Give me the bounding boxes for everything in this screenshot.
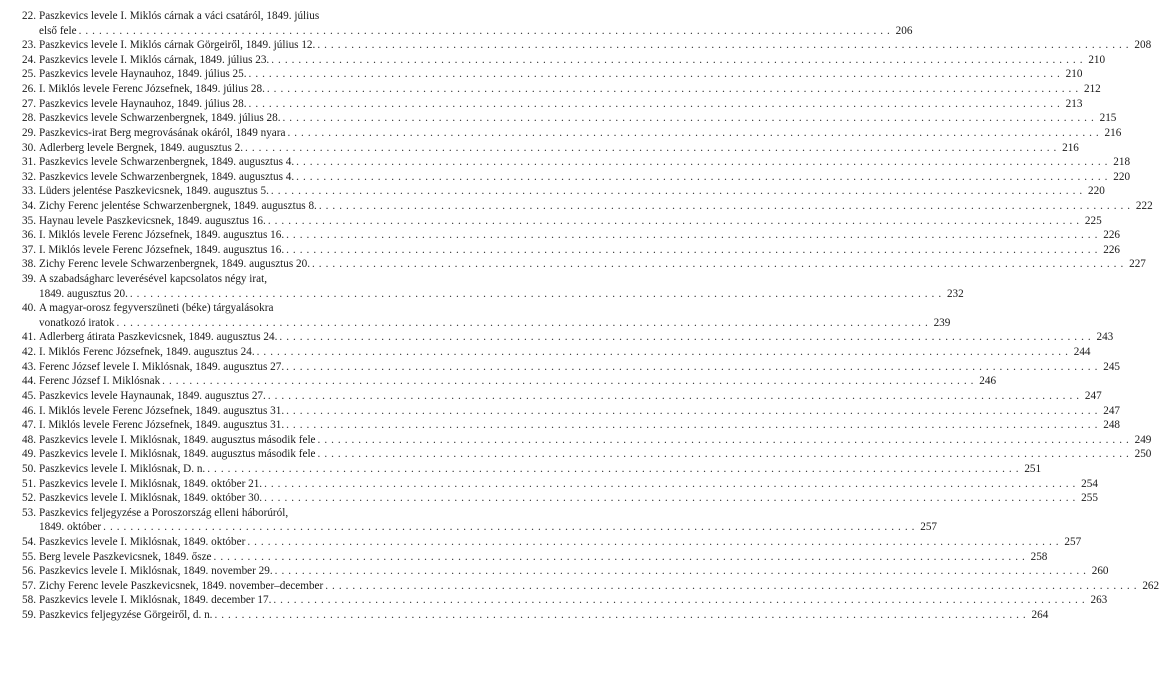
- page-number: 210: [1065, 68, 1083, 81]
- entry-number: 22.: [22, 10, 36, 22]
- entry-number: 47.: [22, 419, 36, 432]
- entry-line: [39, 97, 1083, 112]
- entry-line: [39, 535, 1082, 550]
- dot-leader: . . . . . . . . . . . . . . . . . . . . . . . . . . . . . . . . . . . . . . . . . . . . . . . . . . . . . . . . . . . . . . . . . . . . . . . . . . . . . . . . . . . . . . . . . . . . . . . . . . . . . . . . . . . . . . . . . . . . . . . .: [213, 550, 1026, 563]
- dot-leader: . . . . . . . . . . . . . . . . . . . . . . . . . . . . . . . . . . . . . . . . . . . . . . . . . . . . . . . . . . . . . . . . . . . . . . . . . . . . . . . . . . . . . . . . . . . . . . . . . . . . . . . . . . . . . . . . . . . . . . . .: [207, 462, 1020, 475]
- entry-line: [39, 447, 1152, 462]
- toc-entry: [0, 301, 951, 330]
- toc-entry: [0, 272, 964, 301]
- entry-number: 26.: [22, 83, 36, 96]
- dot-leader: . . . . . . . . . . . . . . . . . . . . . . . . . . . . . . . . . . . . . . . . . . . . . . . . . . . . . . . . . . . . . . . . . . . . . . . . . . . . . . . . . . . . . . . . . . . . . . . . . . . . . . . . . . . . . . . . . . . . . . . .: [317, 448, 1130, 461]
- entry-number: 57.: [22, 579, 36, 592]
- toc-entry: [0, 462, 1042, 477]
- dot-leader: . . . . . . . . . . . . . . . . . . . . . . . . . . . . . . . . . . . . . . . . . . . . . . . . . . . . . . . . . . . . . . . . . . . . . . . . . . . . . . . . . . . . . . . . . . . . . . . . . . . . . . . . . . . . . . . . . . . . . . . .: [274, 565, 1087, 578]
- entry-number: 51.: [22, 477, 36, 490]
- entry-title: Lüders jelentése Paszkevicsnek, 1849. augusztus 5.: [39, 185, 269, 198]
- page-number: 246: [979, 375, 997, 388]
- page-number: 249: [1134, 433, 1152, 446]
- dot-leader: . . . . . . . . . . . . . . . . . . . . . . . . . . . . . . . . . . . . . . . . . . . . . . . . . . . . . . . . . . . . . . . . . . . . . . . . . . . . . . . . . . . . . . . . . . . . . . . . . . . . . . . . . . . . . . . . . . . . . . . .: [318, 199, 1131, 212]
- page-number: 208: [1134, 39, 1152, 52]
- entry-title: I. Miklós levele Ferenc Józsefnek, 1849. augusztus 16.: [39, 229, 285, 242]
- dot-leader: . . . . . . . . . . . . . . . . . . . . . . . . . . . . . . . . . . . . . . . . . . . . . . . . . . . . . . . . . . . . . . . . . . . . . . . . . . . . . . . . . . . . . . . . . . . . . . . . . . . . . . . . . . . . . . . . . . . . . . . .: [282, 112, 1095, 125]
- entry-line: [39, 82, 1101, 97]
- entry-line: [39, 389, 1102, 404]
- entry-line: [39, 360, 1120, 375]
- dot-leader: . . . . . . . . . . . . . . . . . . . . . . . . . . . . . . . . . . . . . . . . . . . . . . . . . . . . . . . . . . . . . . . . . . . . . . . . . . . . . . . . . . . . . . . . . . . . . . . . . . . . . . . . . . . . . . . . . . . . . . . .: [286, 243, 1098, 256]
- entry-title: első fele: [39, 24, 77, 37]
- entry-title: I. Miklós levele Ferenc Józsefnek, 1849. augusztus 31.: [39, 419, 285, 432]
- entry-title: Paszkevics levele I. Miklósnak, 1849. október 21.: [39, 477, 263, 490]
- entry-line: [39, 272, 458, 287]
- entry-line: [39, 111, 1117, 126]
- toc-entry: [0, 579, 1159, 594]
- entry-number: 43.: [22, 360, 36, 373]
- entry-title: Zichy Ferenc jelentése Schwarzenbergnek, 1849. augusztus 8.: [39, 199, 317, 212]
- dot-leader: . . . . . . . . . . . . . . . . . . . . . . . . . . . . . . . . . . . . . . . . . . . . . . . . . . . . . . . . . . . . . . . . . . . . . . . . . . . . . . . . . . . . . . . . . . . . . . . . . . . . . . . . . . . . . . . . . . . . . . . .: [129, 287, 942, 300]
- entry-number: 46.: [22, 404, 36, 417]
- dot-leader: . . . . . . . . . . . . . . . . . . . . . . . . . . . . . . . . . . . . . . . . . . . . . . . . . . . . . . . . . . . . . . . . . . . . . . . . . . . . . . . . . . . . . . . . . . . . . . . . . . . . . . . . . . . . . . . . . . . . . . . .: [116, 316, 929, 329]
- page-number: 248: [1103, 419, 1120, 432]
- dot-leader: . . . . . . . . . . . . . . . . . . . . . . . . . . . . . . . . . . . . . . . . . . . . . . . . . . . . . . . . . . . . . . . . . . . . . . . . . . . . . . . . . . . . . . . . . . . . . . . . . . . . . . . . . . . . . . . . . . . . . . . .: [270, 185, 1083, 198]
- entry-number: 39.: [22, 272, 36, 285]
- toc-entry: [0, 53, 1106, 68]
- entry-line: [39, 141, 1079, 156]
- entry-title: Zichy Ferenc levele Paszkevicsnek, 1849. november–december: [39, 579, 324, 592]
- entry-number: 54.: [22, 536, 36, 548]
- entry-number: 32.: [22, 170, 36, 183]
- entry-line: [39, 316, 951, 331]
- page-number: 244: [1073, 346, 1091, 359]
- entry-line: [39, 228, 1120, 243]
- entry-number: 30.: [22, 141, 36, 154]
- entry-line: [39, 53, 1106, 68]
- entry-title: Paszkevics levele I. Miklós cárnak, 1849. július 23.: [39, 53, 270, 66]
- page-number: 239: [933, 316, 951, 329]
- entry-line: [39, 418, 1120, 433]
- entry-line: [39, 38, 1152, 53]
- entry-line: [39, 462, 1042, 477]
- toc-entry: [0, 404, 1120, 419]
- entry-title: Paszkevics feljegyzése a Poroszország elleni háborúról,: [39, 506, 289, 519]
- dot-leader: . . . . . . . . . . . . . . . . . . . . . . . . . . . . . . . . . . . . . . . . . . . . . . . . . . . . . . . . . . . . . . . . . . . . . . . . . . . . . . . . . . . . . . . . . . . . . . . . . . . . . . . . . . . . . . . . . . . . . . . .: [267, 214, 1080, 227]
- entry-title: Paszkevics levele Haynaunak, 1849. augusztus 27.: [39, 389, 266, 402]
- entry-line: [39, 433, 1152, 448]
- page-number: 222: [1135, 199, 1153, 212]
- toc-entry: [0, 199, 1153, 214]
- entry-title: Adlerberg levele Bergnek, 1849. augusztus 2.: [39, 141, 244, 154]
- entry-title: Paszkevics levele I. Miklósnak, 1849. december 17.: [39, 594, 272, 607]
- page-number: 258: [1030, 550, 1048, 563]
- entry-title: I. Miklós Ferenc Józsefnek, 1849. augusztus 24.: [39, 346, 255, 359]
- entry-title: Ferenc József I. Miklósnak: [39, 375, 161, 388]
- entry-line: [39, 593, 1108, 608]
- entry-number: 23.: [22, 39, 36, 52]
- entry-number: 40.: [22, 302, 36, 315]
- page-number: 210: [1088, 53, 1106, 66]
- entry-line: [39, 579, 1159, 594]
- entry-number: 48.: [22, 433, 36, 446]
- dot-leader: . . . . . . . . . . . . . . . . . . . . . . . . . . . . . . . . . . . . . . . . . . . . . . . . . . . . . . . . . . . . . . . . . . . . . . . . . . . . . . . . . . . . . . . . . . . . . . . . . . . . . . . . . . . . . . . . . . . . . . . .: [312, 258, 1124, 271]
- dot-leader: . . . . . . . . . . . . . . . . . . . . . . . . . . . . . . . . . . . . . . . . . . . . . . . . . . . . . . . . . . . . . . . . . . . . . . . . . . . . . . . . . . . . . . . . . . . . . . . . . . . . . . . . . . . . . . . . . . . . . . . .: [286, 229, 1098, 242]
- page-number: 226: [1103, 243, 1120, 256]
- toc-entry: [0, 389, 1102, 404]
- entry-line: [39, 491, 1098, 506]
- entry-title: Haynau levele Paszkevicsnek, 1849. augusztus 16.: [39, 214, 266, 227]
- toc-entry: [0, 97, 1083, 112]
- dot-leader: . . . . . . . . . . . . . . . . . . . . . . . . . . . . . . . . . . . . . . . . . . . . . . . . . . . . . . . . . . . . . . . . . . . . . . . . . . . . . . . . . . . . . . . . . . . . . . . . . . . . . . . . . . . . . . . . . . . . . . . .: [286, 360, 1098, 373]
- page-number: 220: [1088, 185, 1105, 198]
- toc-entry: [0, 477, 1098, 492]
- toc-entry: [0, 608, 1049, 623]
- page-number: 260: [1091, 565, 1109, 578]
- entry-number: 56.: [22, 565, 36, 578]
- page-number: 245: [1103, 360, 1120, 373]
- entry-title: 1849. augusztus 20.: [39, 287, 128, 300]
- entry-title: vonatkozó iratok: [39, 316, 115, 329]
- dot-leader: . . . . . . . . . . . . . . . . . . . . . . . . . . . . . . . . . . . . . . . . . . . . . . . . . . . . . . . . . . . . . . . . . . . . . . . . . . . . . . . . . . . . . . . . . . . . . . . . . . . . . . . . . . . . . . . . . . . . . . . .: [256, 346, 1069, 359]
- entry-title: Paszkevics levele Schwarzenbergnek, 1849. augusztus 4.: [39, 156, 295, 169]
- toc-entry: [0, 214, 1102, 229]
- page-number: 215: [1099, 112, 1117, 125]
- entry-number: 41.: [22, 331, 36, 344]
- entry-line: [39, 404, 1120, 419]
- entry-title: A magyar-orosz fegyverszüneti (béke) tárgyalásokra: [39, 302, 274, 315]
- entry-line: [39, 564, 1109, 579]
- entry-title: A szabadságharc leverésével kapcsolatos négy irat,: [39, 272, 268, 285]
- page-number: 206: [895, 24, 913, 37]
- entry-title: Paszkevics levele Haynauhoz, 1849. július 28.: [39, 97, 247, 110]
- page-number: 220: [1113, 170, 1131, 183]
- entry-number: 29.: [22, 126, 36, 139]
- dot-leader: . . . . . . . . . . . . . . . . . . . . . . . . . . . . . . . . . . . . . . . . . . . . . . . . . . . . . . . . . . . . . . . . . . . . . . . . . . . . . . . . . . . . . . . . . . . . . . . . . . . . . . . . . . . . . . . . . . . . . . . .: [287, 126, 1100, 139]
- dot-leader: . . . . . . . . . . . . . . . . . . . . . . . . . . . . . . . . . . . . . . . . . . . . . . . . . . . . . . . . . . . . . . . . . . . . . . . . . . . . . . . . . . . . . . . . . . . . . . . . . . . . . . . . . . . . . . . . . . . . . . . .: [317, 433, 1130, 446]
- dot-leader: . . . . . . . . . . . . . . . . . . . . . . . . . . . . . . . . . . . . . . . . . . . . . . . . . . . . . . . . . . . . . . . . . . . . . . . . . . . . . . . . . . . . . . . . . . . . . . . . . . . . . . . . . . . . . . . . . . . . . . . .: [248, 68, 1061, 81]
- page-number: 218: [1113, 156, 1131, 169]
- dot-leader: . . . . . . . . . . . . . . . . . . . . . . . . . . . . . . . . . . . . . . . . . . . . . . . . . . . . . . . . . . . . . . . . . . . . . . . . . . . . . . . . . . . . . . . . . . . . . . . . . . . . . . . . . . . . . . . . . . . . . . . .: [271, 53, 1084, 66]
- entry-number: 31.: [22, 156, 36, 169]
- page-number: 232: [946, 287, 964, 300]
- entry-number: 38.: [22, 258, 36, 271]
- toc-entry: [0, 111, 1117, 126]
- entry-line: [39, 550, 1048, 565]
- page-number: 255: [1081, 492, 1098, 505]
- entry-line: [39, 257, 1146, 272]
- dot-leader: . . . . . . . . . . . . . . . . . . . . . . . . . . . . . . . . . . . . . . . . . . . . . . . . . . . . . . . . . . . . . . . . . . . . . . . . . . . . . . . . . . . . . . . . . . . . . . . . . . . . . . . . . . . . . . . . . . . . . . . .: [273, 594, 1086, 607]
- page-number: 262: [1142, 579, 1159, 592]
- page-number: 264: [1031, 609, 1049, 622]
- table-of-contents: [0, 9, 1159, 623]
- dot-leader: . . . . . . . . . . . . . . . . . . . . . . . . . . . . . . . . . . . . . . . . . . . . . . . . . . . . . . . . . . . . . . . . . . . . . . . . . . . . . . . . . . . . . . . . . . . . . . . . . . . . . . . . . . . . . . . . . . . . . . . .: [279, 331, 1092, 344]
- toc-entry: [0, 433, 1152, 448]
- toc-entry: [0, 330, 1114, 345]
- entry-line: [39, 374, 997, 389]
- toc-entry: [0, 257, 1146, 272]
- toc-entry: [0, 141, 1079, 156]
- entry-number: 58.: [22, 594, 36, 607]
- entry-title: Adlerberg átirata Paszkevicsnek, 1849. augusztus 24.: [39, 331, 278, 344]
- toc-entry: [0, 447, 1152, 462]
- entry-title: I. Miklós levele Ferenc Józsefnek, 1849. augusztus 31.: [39, 404, 285, 417]
- toc-entry: [0, 228, 1120, 243]
- entry-line: [39, 9, 458, 24]
- dot-leader: . . . . . . . . . . . . . . . . . . . . . . . . . . . . . . . . . . . . . . . . . . . . . . . . . . . . . . . . . . . . . . . . . . . . . . . . . . . . . . . . . . . . . . . . . . . . . . . . . . . . . . . . . . . . . . . . . . . . . . . .: [264, 477, 1076, 490]
- page-number: 257: [1064, 536, 1082, 548]
- page-number: 226: [1103, 229, 1120, 242]
- dot-leader: . . . . . . . . . . . . . . . . . . . . . . . . . . . . . . . . . . . . . . . . . . . . . . . . . . . . . . . . . . . . . . . . . . . . . . . . . . . . . . . . . . . . . . . . . . . . . . . . . . . . . . . . . . . . . . . . . . . . . . . .: [247, 536, 1060, 548]
- entry-number: 25.: [22, 68, 36, 81]
- page-number: 225: [1084, 214, 1102, 227]
- entry-title: Berg levele Paszkevicsnek, 1849. ősze: [39, 550, 212, 563]
- page-number: 243: [1096, 331, 1114, 344]
- dot-leader: . . . . . . . . . . . . . . . . . . . . . . . . . . . . . . . . . . . . . . . . . . . . . . . . . . . . . . . . . . . . . . . . . . . . . . . . . . . . . . . . . . . . . . . . . . . . . . . . . . . . . . . . . . . . . . . . . . . . . . . .: [286, 404, 1098, 417]
- entry-title: Paszkevics levele I. Miklós cárnak a váci csatáról, 1849. július: [39, 10, 320, 22]
- entry-number: 50.: [22, 462, 36, 475]
- entry-number: 35.: [22, 214, 36, 227]
- page-number: 257: [920, 521, 938, 534]
- entry-title: Paszkevics levele I. Miklósnak, 1849. október 30.: [39, 492, 263, 505]
- toc-entry: [0, 506, 938, 535]
- entry-number: 44.: [22, 375, 36, 388]
- entry-number: 42.: [22, 346, 36, 359]
- toc-entry: [0, 418, 1120, 433]
- entry-title: 1849. október: [39, 521, 102, 534]
- dot-leader: . . . . . . . . . . . . . . . . . . . . . . . . . . . . . . . . . . . . . . . . . . . . . . . . . . . . . . . . . . . . . . . . . . . . . . . . . . . . . . . . . . . . . . . . . . . . . . . . . . . . . . . . . . . . . . . . . . . . . . . .: [245, 141, 1057, 154]
- entry-title: Paszkevics levele I. Miklósnak, D. n.: [39, 462, 206, 475]
- dot-leader: . . . . . . . . . . . . . . . . . . . . . . . . . . . . . . . . . . . . . . . . . . . . . . . . . . . . . . . . . . . . . . . . . . . . . . . . . . . . . . . . . . . . . . . . . . . . . . . . . . . . . . . . . . . . . . . . . . . . . . . .: [248, 97, 1061, 110]
- page-number: 251: [1024, 462, 1042, 475]
- entry-line: [39, 345, 1091, 360]
- page-number: 263: [1090, 594, 1108, 607]
- toc-entry: [0, 67, 1083, 82]
- entry-title: I. Miklós levele Ferenc Józsefnek, 1849. július 28.: [39, 83, 265, 96]
- entry-number: 49.: [22, 448, 36, 461]
- dot-leader: . . . . . . . . . . . . . . . . . . . . . . . . . . . . . . . . . . . . . . . . . . . . . . . . . . . . . . . . . . . . . . . . . . . . . . . . . . . . . . . . . . . . . . . . . . . . . . . . . . . . . . . . . . . . . . . . . . . . . . . .: [286, 419, 1098, 432]
- entry-line: [39, 155, 1131, 170]
- entry-number: 45.: [22, 389, 36, 402]
- toc-entry: [0, 550, 1048, 565]
- entry-line: [39, 24, 913, 39]
- entry-number: 33.: [22, 185, 36, 198]
- toc-entry: [0, 243, 1120, 258]
- entry-number: 53.: [22, 506, 36, 519]
- entry-line: [39, 214, 1102, 229]
- dot-leader: . . . . . . . . . . . . . . . . . . . . . . . . . . . . . . . . . . . . . . . . . . . . . . . . . . . . . . . . . . . . . . . . . . . . . . . . . . . . . . . . . . . . . . . . . . . . . . . . . . . . . . . . . . . . . . . . . . . . . . . .: [325, 579, 1138, 592]
- entry-number: 36.: [22, 229, 36, 242]
- entry-line: [39, 608, 1049, 623]
- toc-entry: [0, 126, 1122, 141]
- entry-line: [39, 301, 458, 316]
- entry-line: [39, 184, 1105, 199]
- entry-number: 28.: [22, 112, 36, 125]
- toc-entry: [0, 491, 1098, 506]
- dot-leader: . . . . . . . . . . . . . . . . . . . . . . . . . . . . . . . . . . . . . . . . . . . . . . . . . . . . . . . . . . . . . . . . . . . . . . . . . . . . . . . . . . . . . . . . . . . . . . . . . . . . . . . . . . . . . . . . . . . . . . . .: [162, 375, 975, 388]
- entry-title: Paszkevics levele Schwarzenbergnek, 1849. augusztus 4.: [39, 170, 295, 183]
- page-number: 213: [1065, 97, 1083, 110]
- entry-title: Paszkevics-irat Berg megrovásának okáról, 1849 nyara: [39, 126, 286, 139]
- entry-line: [39, 330, 1114, 345]
- entry-line: [39, 126, 1122, 141]
- entry-title: Paszkevics levele I. Miklósnak, 1849. november 29.: [39, 565, 273, 578]
- entry-title: Ferenc József levele I. Miklósnak, 1849. augusztus 27.: [39, 360, 285, 373]
- entry-line: [39, 170, 1131, 185]
- page-number: 247: [1103, 404, 1120, 417]
- entry-line: [39, 287, 964, 302]
- dot-leader: . . . . . . . . . . . . . . . . . . . . . . . . . . . . . . . . . . . . . . . . . . . . . . . . . . . . . . . . . . . . . . . . . . . . . . . . . . . . . . . . . . . . . . . . . . . . . . . . . . . . . . . . . . . . . . . . . . . . . . . .: [267, 389, 1080, 402]
- dot-leader: . . . . . . . . . . . . . . . . . . . . . . . . . . . . . . . . . . . . . . . . . . . . . . . . . . . . . . . . . . . . . . . . . . . . . . . . . . . . . . . . . . . . . . . . . . . . . . . . . . . . . . . . . . . . . . . . . . . . . . . .: [78, 24, 891, 37]
- dot-leader: . . . . . . . . . . . . . . . . . . . . . . . . . . . . . . . . . . . . . . . . . . . . . . . . . . . . . . . . . . . . . . . . . . . . . . . . . . . . . . . . . . . . . . . . . . . . . . . . . . . . . . . . . . . . . . . . . . . . . . . .: [214, 609, 1027, 622]
- entry-number: 34.: [22, 199, 36, 212]
- entry-title: Paszkevics levele I. Miklósnak, 1849. augusztus második fele: [39, 433, 316, 446]
- page-number: 254: [1081, 477, 1098, 490]
- toc-entry: [0, 184, 1105, 199]
- entry-number: 27.: [22, 97, 36, 110]
- toc-entry: [0, 360, 1120, 375]
- toc-entry: [0, 82, 1101, 97]
- toc-entry: [0, 374, 997, 389]
- entry-title: Paszkevics levele I. Miklós cárnak Görgeiről, 1849. július 12.: [39, 39, 316, 52]
- entry-title: Zichy Ferenc levele Schwarzenbergnek, 1849. augusztus 20.: [39, 258, 311, 271]
- page-number: 216: [1062, 141, 1079, 154]
- toc-entry: [0, 345, 1091, 360]
- entry-title: I. Miklós levele Ferenc Józsefnek, 1849. augusztus 16.: [39, 243, 285, 256]
- dot-leader: . . . . . . . . . . . . . . . . . . . . . . . . . . . . . . . . . . . . . . . . . . . . . . . . . . . . . . . . . . . . . . . . . . . . . . . . . . . . . . . . . . . . . . . . . . . . . . . . . . . . . . . . . . . . . . . . . . . . . . . .: [264, 492, 1076, 505]
- entry-number: 52.: [22, 492, 36, 505]
- entry-line: [39, 199, 1153, 214]
- entry-line: [39, 506, 458, 521]
- toc-entry: [0, 9, 913, 38]
- toc-entry: [0, 535, 1082, 550]
- toc-entry: [0, 38, 1152, 53]
- dot-leader: . . . . . . . . . . . . . . . . . . . . . . . . . . . . . . . . . . . . . . . . . . . . . . . . . . . . . . . . . . . . . . . . . . . . . . . . . . . . . . . . . . . . . . . . . . . . . . . . . . . . . . . . . . . . . . . . . . . . . . . .: [103, 521, 916, 534]
- entry-line: [39, 243, 1120, 258]
- entry-title: Paszkevics levele I. Miklósnak, 1849. augusztus második fele: [39, 448, 316, 461]
- page-number: 250: [1134, 448, 1152, 461]
- entry-title: Paszkevics levele Schwarzenbergnek, 1849. július 28.: [39, 112, 281, 125]
- page-number: 247: [1084, 389, 1102, 402]
- toc-entry: [0, 155, 1131, 170]
- entry-number: 37.: [22, 243, 36, 256]
- entry-title: Paszkevics levele I. Miklósnak, 1849. október: [39, 536, 246, 548]
- dot-leader: . . . . . . . . . . . . . . . . . . . . . . . . . . . . . . . . . . . . . . . . . . . . . . . . . . . . . . . . . . . . . . . . . . . . . . . . . . . . . . . . . . . . . . . . . . . . . . . . . . . . . . . . . . . . . . . . . . . . . . . .: [296, 170, 1109, 183]
- entry-title: Paszkevics levele Haynauhoz, 1849. július 25.: [39, 68, 247, 81]
- entry-title: Paszkevics feljegyzése Görgeiről, d. n.: [39, 609, 213, 622]
- toc-entry: [0, 564, 1109, 579]
- dot-leader: . . . . . . . . . . . . . . . . . . . . . . . . . . . . . . . . . . . . . . . . . . . . . . . . . . . . . . . . . . . . . . . . . . . . . . . . . . . . . . . . . . . . . . . . . . . . . . . . . . . . . . . . . . . . . . . . . . . . . . . .: [317, 39, 1130, 52]
- entry-number: 55.: [22, 550, 36, 563]
- page-number: 227: [1129, 258, 1146, 271]
- page-number: 216: [1104, 126, 1122, 139]
- page-number: 212: [1083, 83, 1101, 96]
- entry-number: 59.: [22, 609, 36, 622]
- dot-leader: . . . . . . . . . . . . . . . . . . . . . . . . . . . . . . . . . . . . . . . . . . . . . . . . . . . . . . . . . . . . . . . . . . . . . . . . . . . . . . . . . . . . . . . . . . . . . . . . . . . . . . . . . . . . . . . . . . . . . . . .: [266, 83, 1079, 96]
- dot-leader: . . . . . . . . . . . . . . . . . . . . . . . . . . . . . . . . . . . . . . . . . . . . . . . . . . . . . . . . . . . . . . . . . . . . . . . . . . . . . . . . . . . . . . . . . . . . . . . . . . . . . . . . . . . . . . . . . . . . . . . .: [296, 156, 1109, 169]
- entry-line: [39, 67, 1083, 82]
- toc-entry: [0, 170, 1131, 185]
- entry-line: [39, 477, 1098, 492]
- entry-line: [39, 520, 938, 535]
- entry-number: 24.: [22, 53, 36, 66]
- toc-entry: [0, 593, 1108, 608]
